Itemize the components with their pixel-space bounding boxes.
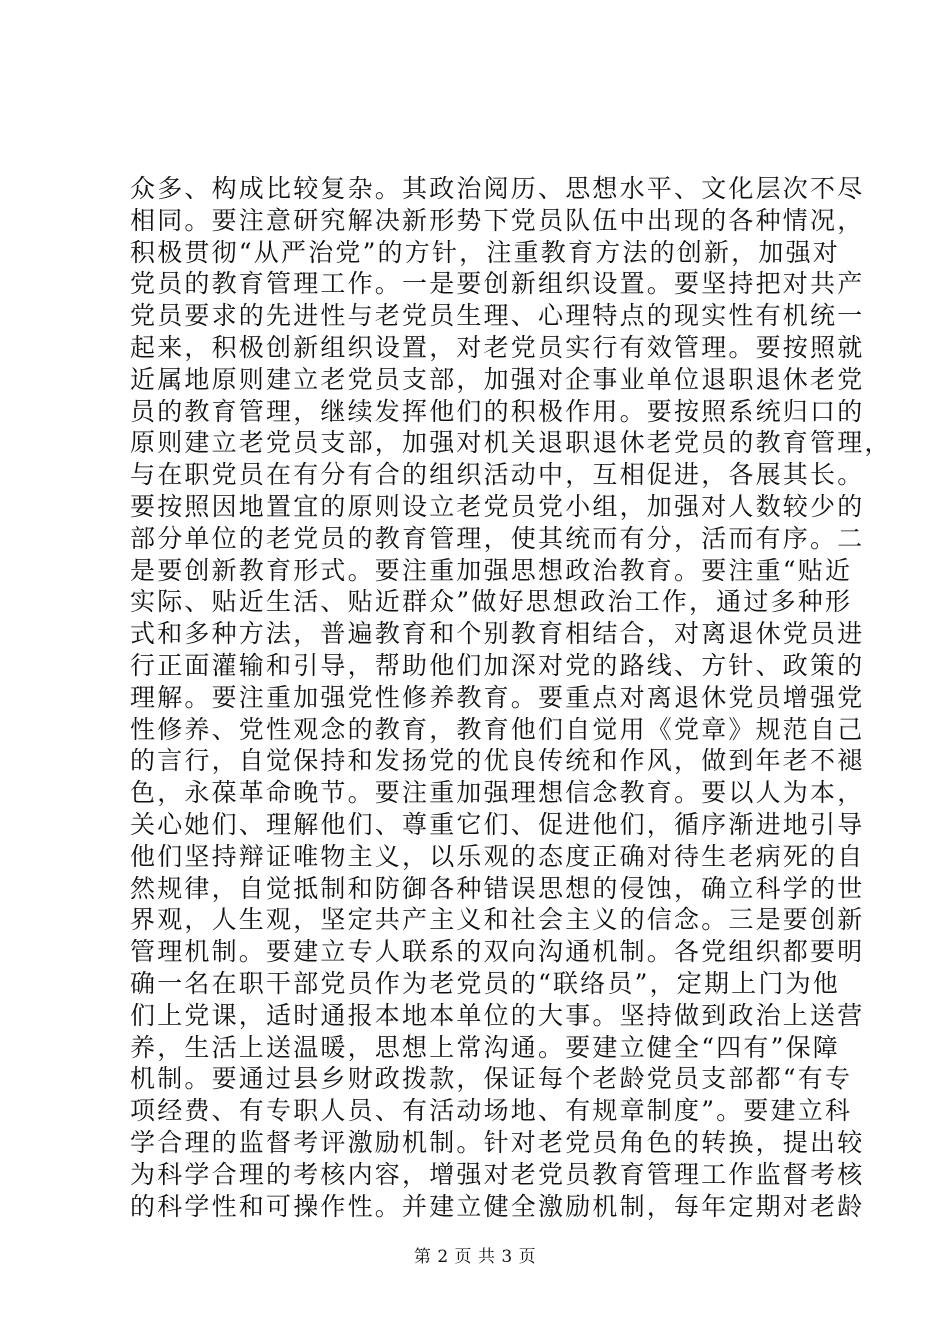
- text-line: 关心她们、理解他们、尊重它们、促进他们，循序渐进地引导: [130, 809, 865, 839]
- text-line: 理解。要注重加强党性修养教育。要重点对离退休党员增强党: [130, 682, 865, 712]
- text-line: 是要创新教育形式。要注重加强思想政治教育。要注重“贴近: [130, 555, 853, 585]
- text-line: 性修养、党性观念的教育，教育他们自觉用《党章》规范自己: [130, 714, 865, 744]
- text-line: 众多、构成比较复杂。其政治阅历、思想水平、文化层次不尽: [130, 174, 865, 203]
- text-line: 近属地原则建立老党员支部，加强对企事业单位退职退休老党: [130, 364, 865, 394]
- text-line: 学合理的监督考评激励机制。针对老党员角色的转换，提出较: [130, 1127, 865, 1157]
- text-line: 要按照因地置宜的原则设立老党员党小组，加强对人数较少的: [130, 491, 865, 521]
- text-line: 原则建立老党员支部，加强对机关退职退休老党员的教育管理，: [130, 428, 892, 458]
- text-line: 部分单位的老党员的教育管理，使其统而有分，活而有序。二: [130, 523, 865, 553]
- text-line: 项经费、有专职人员、有活动场地、有规章制度”。要建立科: [130, 1096, 853, 1126]
- text-line: 界观，人生观，坚定共产主义和社会主义的信念。三是要创新: [130, 905, 865, 935]
- text-line: 起来，积极创新组织设置，对老党员实行有效管理。要按照就: [130, 332, 865, 362]
- text-line: 式和多种方法，普遍教育和个别教育相结合，对离退休党员进: [130, 619, 865, 649]
- page-footer: 第 2 页 共 3 页: [413, 1247, 537, 1267]
- text-line: 们上党课，适时通报本地本单位的大事。坚持做到政治上送营: [130, 1000, 865, 1030]
- text-line: 他们坚持辩证唯物主义，以乐观的态度正确对待生老病死的自: [130, 841, 865, 871]
- text-line: 积极贯彻“从严治党”的方针，注重教育方法的创新，加强对: [130, 237, 840, 267]
- text-line: 养，生活上送温暖，思想上常沟通。要建立健全“四有”保障: [130, 1032, 840, 1062]
- text-line: 为科学合理的考核内容，增强对老党员教育管理工作监督考核: [130, 1159, 865, 1189]
- text-line: 的科学性和可操作性。并建立健全激励机制，每年定期对老龄: [130, 1191, 865, 1221]
- text-line: 管理机制。要建立专人联系的双向沟通机制。各党组织都要明: [130, 937, 865, 967]
- text-line: 的言行，自觉保持和发扬党的优良传统和作风，做到年老不褪: [130, 746, 865, 776]
- text-line: 与在职党员在有分有合的组织活动中，互相促进，各展其长。: [130, 460, 865, 490]
- text-line: 实际、贴近生活、贴近群众”做好思想政治工作，通过多种形: [130, 587, 853, 617]
- text-line: 色，永葆革命晚节。要注重加强理想信念教育。要以人为本，: [130, 778, 865, 808]
- text-line: 党员的教育管理工作。一是要创新组织设置。要坚持把对共产: [130, 269, 865, 299]
- text-line: 确一名在职干部党员作为老党员的“联络员”，定期上门为他: [130, 968, 840, 998]
- text-line: 行正面灌输和引导，帮助他们加深对党的路线、方针、政策的: [130, 650, 865, 680]
- text-line: 相同。要注意研究解决新形势下党员队伍中出现的各种情况，: [130, 205, 865, 235]
- text-line: 员的教育管理，继续发挥他们的积极作用。要按照系统归口的: [130, 396, 865, 426]
- text-line: 机制。要通过县乡财政拨款，保证每个老龄党员支部都“有专: [130, 1064, 853, 1094]
- text-line: 然规律，自觉抵制和防御各种错误思想的侵蚀，确立科学的世: [130, 873, 865, 903]
- text-line: 党员要求的先进性与老党员生理、心理特点的现实性有机统一: [130, 301, 865, 331]
- body-text: [130, 173, 892, 1222]
